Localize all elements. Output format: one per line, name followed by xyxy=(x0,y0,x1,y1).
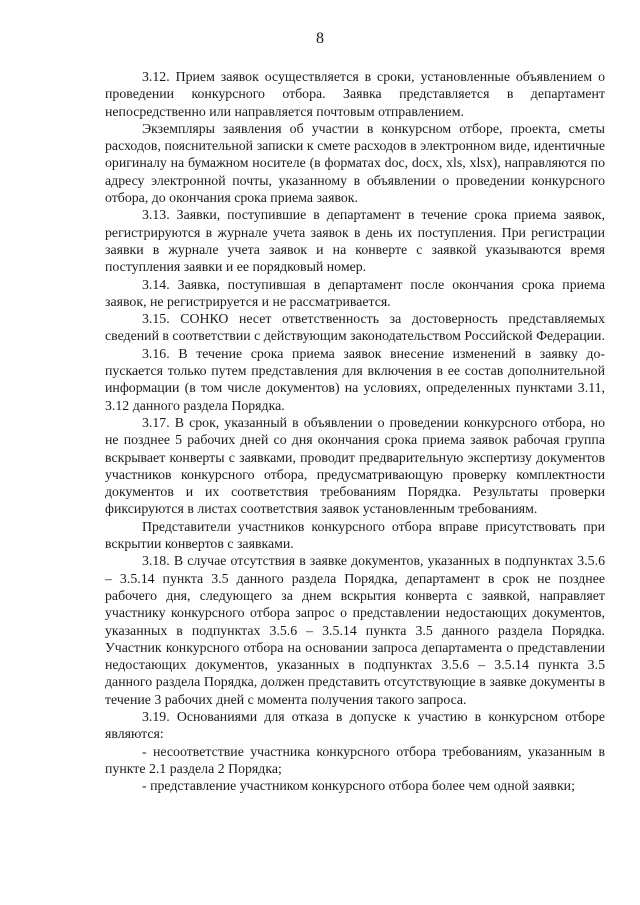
paragraph-3-12: 3.12. Прием заявок осуществляется в сроки, установленные объявлением о проведении конкурсного отбора. Заявка представляется в департамент непосредственно или направляется почтовым отправлением. xyxy=(105,69,605,119)
paragraph-3-14: 3.14. Заявка, поступившая в департамент после окончания срока приема заявок, не регистрируется и не рассматривается. xyxy=(105,276,605,309)
paragraph-3-18: 3.18. В случае отсутствия в заявке документов, указанных в подпунктах 3.5.6 – 3.5.14 пункта 3.5 данного раздела Порядка, департамент в срок не позднее рабочего дня, следующего за днем вскрытия конверта с заявкой, направляет участнику конкурсного отбора запрос о представлении недостающих документов, указанных в подпунктах 3.5.6 – 3.5.14 пункта 3.5 данного раздела Порядка. Участник конкурсного отбора на основании запроса департамента о представлении недостающих документов, указанных в подпунктах 3.5.6 – 3.5.14 пункта 3.5 данного раздела Порядка, должен представить отсутствующие в заявке документы в течение 3 рабочих дней с момента получения такого запроса. xyxy=(105,553,605,707)
paragraph-3-16: 3.16. В течение срока приема заявок внесение изменений в заявку допускается только путем представления для включения в ее состав дополнительной информации (в том числе документов) на условиях, определенных пунктами 3.11, 3.12 данного раздела Порядка. xyxy=(105,345,605,413)
paragraph-3-19: 3.19. Основаниями для отказа в допуске к участию в конкурсном отборе являются: xyxy=(105,708,605,742)
paragraph-3-13: 3.13. Заявки, поступившие в департамент в течение срока приема заявок, регистрируются в журнале учета заявок в день их поступления. При регистрации заявки в журнале учета заявок и на конверте с заявкой указываются время поступления заявки и ее порядковый номер. xyxy=(105,207,605,275)
paragraph-electronic-copies: Экземпляры заявления об участии в конкурсном отборе, проекта, сметы расходов, пояснительной записки к смете расходов в электронном виде, идентичные оригиналу на бумажном носителе (в форматах doc, docx, xls, xlsx), направляются по адресу электронной почты, указанному в объявлении о проведении конкурсного отбора, до окончания срока приема заявок. xyxy=(105,120,605,206)
paragraph-3-15: 3.15. СОНКО несет ответственность за достоверность представляемых сведений в соответствии с действующим законодательством Российской Федерации. xyxy=(105,311,605,344)
list-item-noncompliance: - несоответствие участника конкурсного отбора требованиям, указанным в пункте 2.1 раздела 2 Порядка; xyxy=(105,743,605,776)
document-body xyxy=(105,68,605,794)
list-item-multiple-applications: - представление участником конкурсного отбора более чем одной заявки; xyxy=(142,778,575,794)
paragraph-representatives: Представители участников конкурсного отбора вправе присутствовать при вскрытии конвертов с заявками. xyxy=(105,518,605,552)
page-number: 8 xyxy=(316,30,324,47)
paragraph-3-17: 3.17. В срок, указанный в объявлении о проведении конкурсного отбора, но не позднее 5 рабочих дней со дня окончания срока приема заявок рабочая группа вскрывает конверты с заявками, проводит предварительную экспертизу документов участников конкурсного отбора, предусматривающую проверку комплектности документов и их соответствия требованиям Порядка. Результаты проверки фиксируются в листах соответствия заявок установленным требованиям. xyxy=(105,414,605,517)
